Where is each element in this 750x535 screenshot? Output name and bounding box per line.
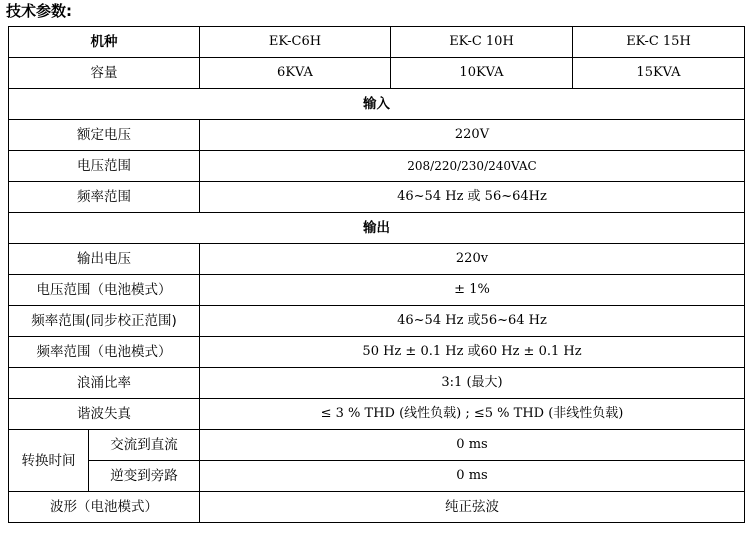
input-section-row [9,89,745,120]
table-row [9,492,745,523]
row-label: 波形（电池模式） [9,492,200,523]
row-value: 46~54 Hz 或56~64 Hz [200,306,745,337]
row-value: 3:1 (最大) [200,368,745,399]
model-cell: EK-C 10H [391,27,573,58]
row-label: 输出电压 [9,244,200,275]
capacity-label: 容量 [9,58,200,89]
table-row [9,306,745,337]
row-value: 0 ms [200,461,745,492]
table-row [9,461,745,492]
row-label: 额定电压 [9,120,200,151]
table-row [9,151,745,182]
capacity-cell: 15KVA [573,58,745,89]
capacity-row [9,58,745,89]
table-row [9,337,745,368]
row-value: 220v [200,244,745,275]
table-row [9,368,745,399]
row-value: 0 ms [200,430,745,461]
row-value: 208/220/230/240VAC [200,151,745,182]
model-cell: EK-C6H [200,27,391,58]
input-section-label: 输入 [9,89,745,120]
row-label: 交流到直流 [89,430,200,461]
row-label: 频率范围(同步校正范围) [9,306,200,337]
output-section-label: 输出 [9,213,745,244]
row-value: 50 Hz ± 0.1 Hz 或60 Hz ± 0.1 Hz [200,337,745,368]
row-value: ± 1% [200,275,745,306]
row-value: 纯正弦波 [200,492,745,523]
page-title: 技术参数: [6,2,72,20]
row-label: 频率范围（电池模式） [9,337,200,368]
table-row [9,275,745,306]
table-row [9,244,745,275]
row-label: 频率范围 [9,182,200,213]
model-label: 机种 [9,27,200,58]
spec-table [8,26,745,523]
table-row [9,399,745,430]
table-row [9,430,745,461]
capacity-cell: 6KVA [200,58,391,89]
model-row [9,27,745,58]
row-label: 电压范围（电池模式） [9,275,200,306]
row-label: 逆变到旁路 [89,461,200,492]
transfer-time-label: 转换时间 [9,430,89,492]
table-row [9,182,745,213]
output-section-row [9,213,745,244]
capacity-cell: 10KVA [391,58,573,89]
row-value: 46~54 Hz 或 56~64Hz [200,182,745,213]
row-value: 220V [200,120,745,151]
row-label: 浪涌比率 [9,368,200,399]
row-label: 电压范围 [9,151,200,182]
row-value: ≤ 3 % THD (线性负载) ; ≤5 % THD (非线性负载) [200,399,745,430]
model-cell: EK-C 15H [573,27,745,58]
row-label: 谐波失真 [9,399,200,430]
table-row [9,120,745,151]
